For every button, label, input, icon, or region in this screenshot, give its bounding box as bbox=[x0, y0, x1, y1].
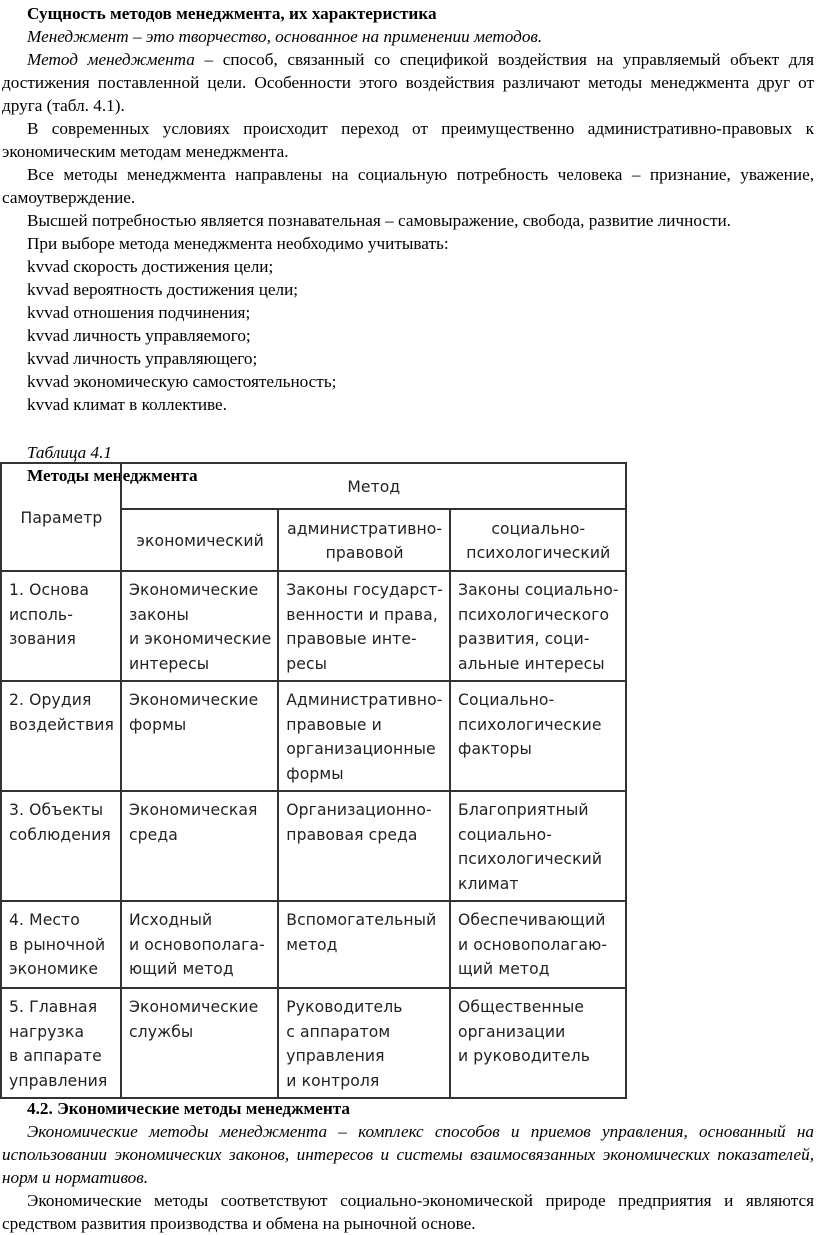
cell-line: развития, соци- bbox=[458, 630, 590, 648]
cell-line: интересы bbox=[129, 654, 210, 673]
row-param bbox=[1, 681, 121, 791]
method-definition-text: – способ, связанный со спецификой воздействия на управляемый объект для достижения поставленной цели. Особенности этого воздействия различают методы менеджмента друг от друга (табл. 4.1). bbox=[2, 50, 815, 115]
column-header-line: психологический bbox=[466, 544, 611, 562]
cell-line: службы bbox=[129, 1022, 194, 1041]
cell-line: с аппаратом bbox=[286, 1022, 391, 1041]
column-header-line: экономический bbox=[136, 531, 264, 550]
method-definition bbox=[0, 48, 816, 117]
cell-line: Обеспечивающий bbox=[458, 911, 606, 929]
table-row bbox=[1, 901, 626, 988]
cell-line: 5. Главная bbox=[9, 998, 98, 1016]
table-row bbox=[1, 681, 626, 791]
cell-line: Общественные bbox=[458, 998, 585, 1016]
cell-line: Законы государст- bbox=[286, 581, 444, 599]
cell-line: Экономические bbox=[129, 998, 259, 1016]
cell-line: и экономические bbox=[129, 630, 272, 648]
table-row bbox=[1, 988, 626, 1098]
cell-line: факторы bbox=[458, 740, 532, 758]
cell-line: и руководитель bbox=[458, 1047, 591, 1065]
cell-line: и контроля bbox=[286, 1071, 380, 1090]
table-cell bbox=[278, 571, 450, 681]
column-header-line: административно- bbox=[287, 519, 443, 538]
cell-line: социально- bbox=[458, 825, 552, 844]
table-header-row bbox=[1, 463, 626, 509]
cell-line: психологические bbox=[458, 715, 602, 734]
row-param bbox=[1, 571, 121, 681]
table-row bbox=[1, 791, 626, 901]
table-cell bbox=[121, 901, 278, 988]
table-cell bbox=[121, 681, 278, 791]
cell-line: Законы социально- bbox=[458, 581, 619, 599]
table-cell bbox=[450, 901, 626, 988]
column-header-administrative bbox=[278, 509, 450, 571]
paragraph-needs: Все методы менеджмента направлены на социальную потребность человека – признание, уважение, самоутверждение. bbox=[2, 165, 814, 207]
cell-line: климат bbox=[458, 874, 519, 893]
list-item: kvvad скорость достижения цели; bbox=[27, 257, 274, 276]
cell-line: формы bbox=[286, 764, 344, 783]
table-cell bbox=[121, 791, 278, 901]
cell-line: формы bbox=[129, 715, 187, 734]
cell-line: управления bbox=[9, 1071, 108, 1090]
cell-line: в рыночной bbox=[9, 935, 106, 954]
table-cell bbox=[278, 791, 450, 901]
list-item: kvvad личность управляемого; bbox=[27, 326, 251, 345]
method-term: Метод менеджмента bbox=[27, 50, 195, 69]
cell-line: соблюдения bbox=[9, 825, 111, 844]
document-page bbox=[0, 0, 816, 487]
subsection-title: 4.2. Экономические методы менеджмента bbox=[27, 1099, 351, 1118]
table-caption: Таблица 4.1 bbox=[27, 443, 113, 462]
table-row bbox=[1, 571, 626, 681]
cell-line: среда bbox=[129, 825, 178, 844]
cell-line: ресы bbox=[286, 654, 328, 673]
cell-line: нагрузка bbox=[9, 1022, 85, 1041]
cell-line: воздействия bbox=[9, 715, 114, 734]
cell-line: венности и права, bbox=[286, 605, 438, 624]
management-definition bbox=[0, 25, 816, 48]
column-header-line: правовой bbox=[325, 544, 404, 562]
cell-line: Экономические bbox=[129, 691, 259, 709]
cell-line: и основополагаю- bbox=[458, 935, 608, 954]
cell-line: Экономические bbox=[129, 581, 259, 599]
cell-line: правовая среда bbox=[286, 825, 418, 844]
criteria-list bbox=[0, 255, 816, 416]
row-param bbox=[1, 791, 121, 901]
cell-line: организации bbox=[458, 1022, 566, 1041]
cell-line: 2. Орудия bbox=[9, 691, 92, 709]
column-header-line: социально- bbox=[491, 519, 586, 538]
cell-line: Экономическая bbox=[129, 801, 258, 819]
cell-line: Исходный bbox=[129, 911, 213, 929]
table-cell bbox=[450, 571, 626, 681]
cell-line: правовые инте- bbox=[286, 630, 417, 648]
section-4-2 bbox=[0, 1097, 816, 1235]
column-header-economic bbox=[121, 509, 278, 571]
cell-line: 1. Основа bbox=[9, 581, 90, 599]
cell-line: щий метод bbox=[458, 960, 550, 978]
paragraph-choose-method: При выборе метода менеджмента необходимо учитывать: bbox=[27, 234, 449, 253]
table-cell bbox=[450, 988, 626, 1098]
cell-line: и основополага- bbox=[129, 935, 265, 954]
list-item: kvvad личность управляющего; bbox=[27, 349, 258, 368]
table-cell bbox=[278, 901, 450, 988]
cell-line: зования bbox=[9, 630, 76, 648]
methods-table-image bbox=[0, 462, 620, 1096]
cell-line: 3. Объекты bbox=[9, 801, 104, 819]
cell-line: Руководитель bbox=[286, 998, 403, 1016]
economic-methods-paragraph: Экономические методы соответствуют социально-экономической природе предприятия и являются средством развития производства и обмена на рыночной основе. bbox=[2, 1191, 814, 1233]
table-cell bbox=[278, 988, 450, 1098]
list-item: kvvad вероятность достижения цели; bbox=[27, 280, 299, 299]
list-item: kvvad климат в коллективе. bbox=[27, 395, 227, 414]
section-title: Сущность методов менеджмента, их характеристика bbox=[27, 4, 437, 23]
economic-methods-definition: Экономические методы менеджмента – комплекс способов и приемов управления, основанный на использовании экономических законов, интересов и системы взаимосвязанных экономических показателей, норм и нормативов. bbox=[2, 1122, 814, 1187]
table-cell bbox=[450, 791, 626, 901]
cell-line: в аппарате bbox=[9, 1047, 102, 1065]
cell-line: альные интересы bbox=[458, 654, 605, 673]
table-title: Методы менеджмента bbox=[27, 466, 198, 485]
paragraph-highest-need: Высшей потребностью является познавательная – самовыражение, свобода, развитие личности. bbox=[27, 211, 731, 230]
paragraph-transition: В современных условиях происходит переход от преимущественно административно-правовых к экономическим методам менеджмента. bbox=[2, 119, 814, 161]
cell-line: Организационно- bbox=[286, 801, 432, 819]
cell-line: Социально- bbox=[458, 691, 555, 709]
cell-line: 4. Место bbox=[9, 911, 80, 929]
method-header: Метод bbox=[121, 463, 626, 509]
cell-line: ющий метод bbox=[129, 960, 234, 978]
row-param bbox=[1, 988, 121, 1098]
cell-line: исполь- bbox=[9, 605, 73, 624]
cell-line: Административно- bbox=[286, 691, 443, 709]
management-term: Менеджмент bbox=[27, 27, 129, 46]
cell-line: Благоприятный bbox=[458, 801, 589, 819]
table-cell bbox=[278, 681, 450, 791]
list-item: kvvad экономическую самостоятельность; bbox=[27, 372, 337, 391]
methods-table bbox=[0, 462, 627, 1099]
row-param bbox=[1, 901, 121, 988]
cell-line: управления bbox=[286, 1047, 385, 1065]
cell-line: правовые и bbox=[286, 715, 382, 734]
column-header-social bbox=[450, 509, 626, 571]
cell-line: организационные bbox=[286, 740, 436, 758]
cell-line: психологического bbox=[458, 605, 610, 624]
table-cell bbox=[121, 988, 278, 1098]
cell-line: метод bbox=[286, 935, 338, 954]
management-definition-text: – это творчество, основанное на применении методов. bbox=[128, 27, 543, 46]
table-cell bbox=[121, 571, 278, 681]
table-cell bbox=[450, 681, 626, 791]
cell-line: законы bbox=[129, 605, 189, 624]
cell-line: психологический bbox=[458, 850, 603, 868]
list-item: kvvad отношения подчинения; bbox=[27, 303, 251, 322]
param-header: Параметр bbox=[1, 463, 121, 571]
cell-line: экономике bbox=[9, 960, 99, 978]
cell-line: Вспомогательный bbox=[286, 911, 437, 929]
